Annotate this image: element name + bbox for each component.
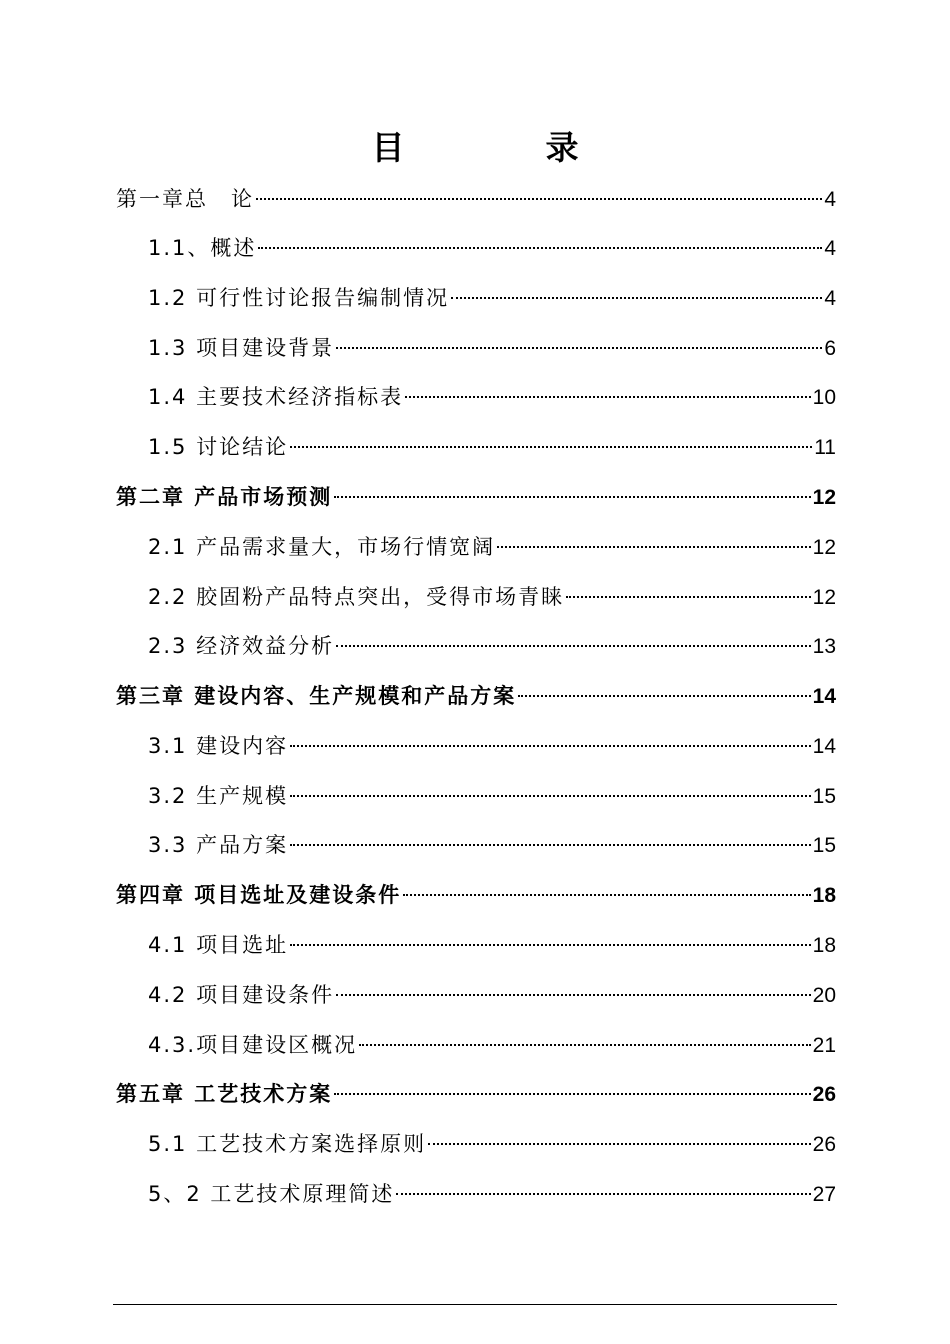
toc-page-number: 6 (824, 337, 836, 360)
toc-entry-section-1-3[interactable] (148, 328, 836, 368)
dot-leader (336, 645, 811, 647)
toc-entry-label: 1.2 可行性讨论报告编制情况 (148, 286, 450, 310)
toc-entry-label: 第二章 产品市场预测 (116, 485, 333, 509)
toc-entry-label: 5.1 工艺技术方案选择原则 (148, 1132, 427, 1156)
dot-leader (256, 198, 822, 200)
toc-page-number: 26 (812, 1083, 836, 1106)
dot-leader (396, 1193, 810, 1195)
toc-entry-label: 1.4 主要技术经济指标表 (148, 385, 404, 409)
toc-page-number: 14 (812, 735, 836, 758)
toc-page-number: 18 (812, 884, 836, 907)
toc-entry-section-1-1[interactable] (148, 228, 836, 268)
toc-entry-label: 2.2 胶固粉产品特点突出，受得市场青睐 (148, 585, 565, 609)
dot-leader (336, 347, 822, 349)
dot-leader (566, 596, 811, 598)
toc-entry-section-4-2[interactable] (148, 975, 836, 1015)
toc-page-number: 18 (812, 934, 836, 957)
toc-entry-chapter-4[interactable] (116, 875, 836, 915)
dot-leader (290, 844, 811, 846)
toc-page-number: 4 (824, 188, 836, 211)
dot-leader (428, 1143, 811, 1145)
toc-entry-section-3-2[interactable] (148, 776, 836, 816)
toc-entry-label: 4.2 项目建设条件 (148, 983, 335, 1007)
dot-leader (290, 745, 811, 747)
toc-entry-label: 1.5 讨论结论 (148, 435, 289, 459)
dot-leader (359, 1044, 811, 1046)
toc-page-number: 12 (812, 536, 836, 559)
dot-leader (497, 546, 811, 548)
dot-leader (334, 1093, 810, 1095)
toc-entry-section-2-3[interactable] (148, 626, 836, 666)
toc-entry-chapter-2[interactable] (116, 477, 836, 517)
page-title: 目 录 (371, 128, 633, 167)
toc-page-number: 12 (812, 586, 836, 609)
dot-leader (290, 944, 811, 946)
toc-entry-chapter-3[interactable] (116, 676, 836, 716)
toc-entry-label: 4.3.项目建设区概况 (148, 1033, 358, 1057)
toc-entry-section-5-1[interactable] (148, 1124, 836, 1164)
toc-entry-chapter-1[interactable] (116, 179, 836, 219)
toc-page-number: 13 (812, 635, 836, 658)
toc-entry-section-2-1[interactable] (148, 527, 836, 567)
toc-entry-section-1-5[interactable] (148, 427, 836, 467)
toc-entry-label: 1.1、概述 (148, 236, 257, 260)
toc-entry-section-2-2[interactable] (148, 577, 836, 617)
toc-page-number: 26 (812, 1133, 836, 1156)
toc-entry-chapter-5[interactable] (116, 1074, 836, 1114)
dot-leader (518, 695, 810, 697)
dot-leader (336, 994, 811, 996)
toc-entry-label: 4.1 项目选址 (148, 933, 289, 957)
toc-entry-section-4-1[interactable] (148, 925, 836, 965)
dot-leader (451, 297, 822, 299)
toc-page-number: 4 (824, 287, 836, 310)
toc-page-number: 15 (812, 834, 836, 857)
toc-page-number: 12 (812, 486, 836, 509)
toc-entry-section-3-3[interactable] (148, 825, 836, 865)
toc-page-number: 27 (812, 1183, 836, 1206)
toc-entry-label: 第五章 工艺技术方案 (116, 1082, 333, 1106)
toc-page-number: 20 (812, 984, 836, 1007)
toc-entry-label: 1.3 项目建设背景 (148, 336, 335, 360)
dot-leader (290, 446, 812, 448)
toc-entry-label: 5、2 工艺技术原理简述 (148, 1182, 395, 1206)
toc-page-number: 11 (814, 436, 836, 459)
toc-page-number: 10 (812, 386, 836, 409)
toc-entry-section-1-2[interactable] (148, 278, 836, 318)
toc-entry-label: 第一章总 论 (116, 187, 254, 211)
toc-entry-label: 3.2 生产规模 (148, 784, 289, 808)
toc-entry-section-1-4[interactable] (148, 377, 836, 417)
toc-entry-label: 2.3 经济效益分析 (148, 634, 335, 658)
toc-page-number: 21 (812, 1034, 836, 1057)
toc-page-number: 15 (812, 785, 836, 808)
toc-entry-label: 2.1 产品需求量大，市场行情宽阔 (148, 535, 496, 559)
dot-leader (334, 496, 810, 498)
toc-page-number: 4 (824, 237, 836, 260)
dot-leader (258, 247, 822, 249)
dot-leader (290, 795, 811, 797)
toc-entry-section-5-2[interactable] (148, 1174, 836, 1214)
toc-entry-label: 第三章 建设内容、生产规模和产品方案 (116, 684, 517, 708)
dot-leader (403, 894, 810, 896)
toc-entry-section-4-3[interactable] (148, 1025, 836, 1065)
dot-leader (405, 396, 811, 398)
toc-page-number: 14 (812, 685, 836, 708)
toc-entry-section-3-1[interactable] (148, 726, 836, 766)
footer-rule (113, 1304, 837, 1305)
toc-entry-label: 第四章 项目选址及建设条件 (116, 883, 402, 907)
toc-entry-label: 3.1 建设内容 (148, 734, 289, 758)
toc-entry-label: 3.3 产品方案 (148, 833, 289, 857)
